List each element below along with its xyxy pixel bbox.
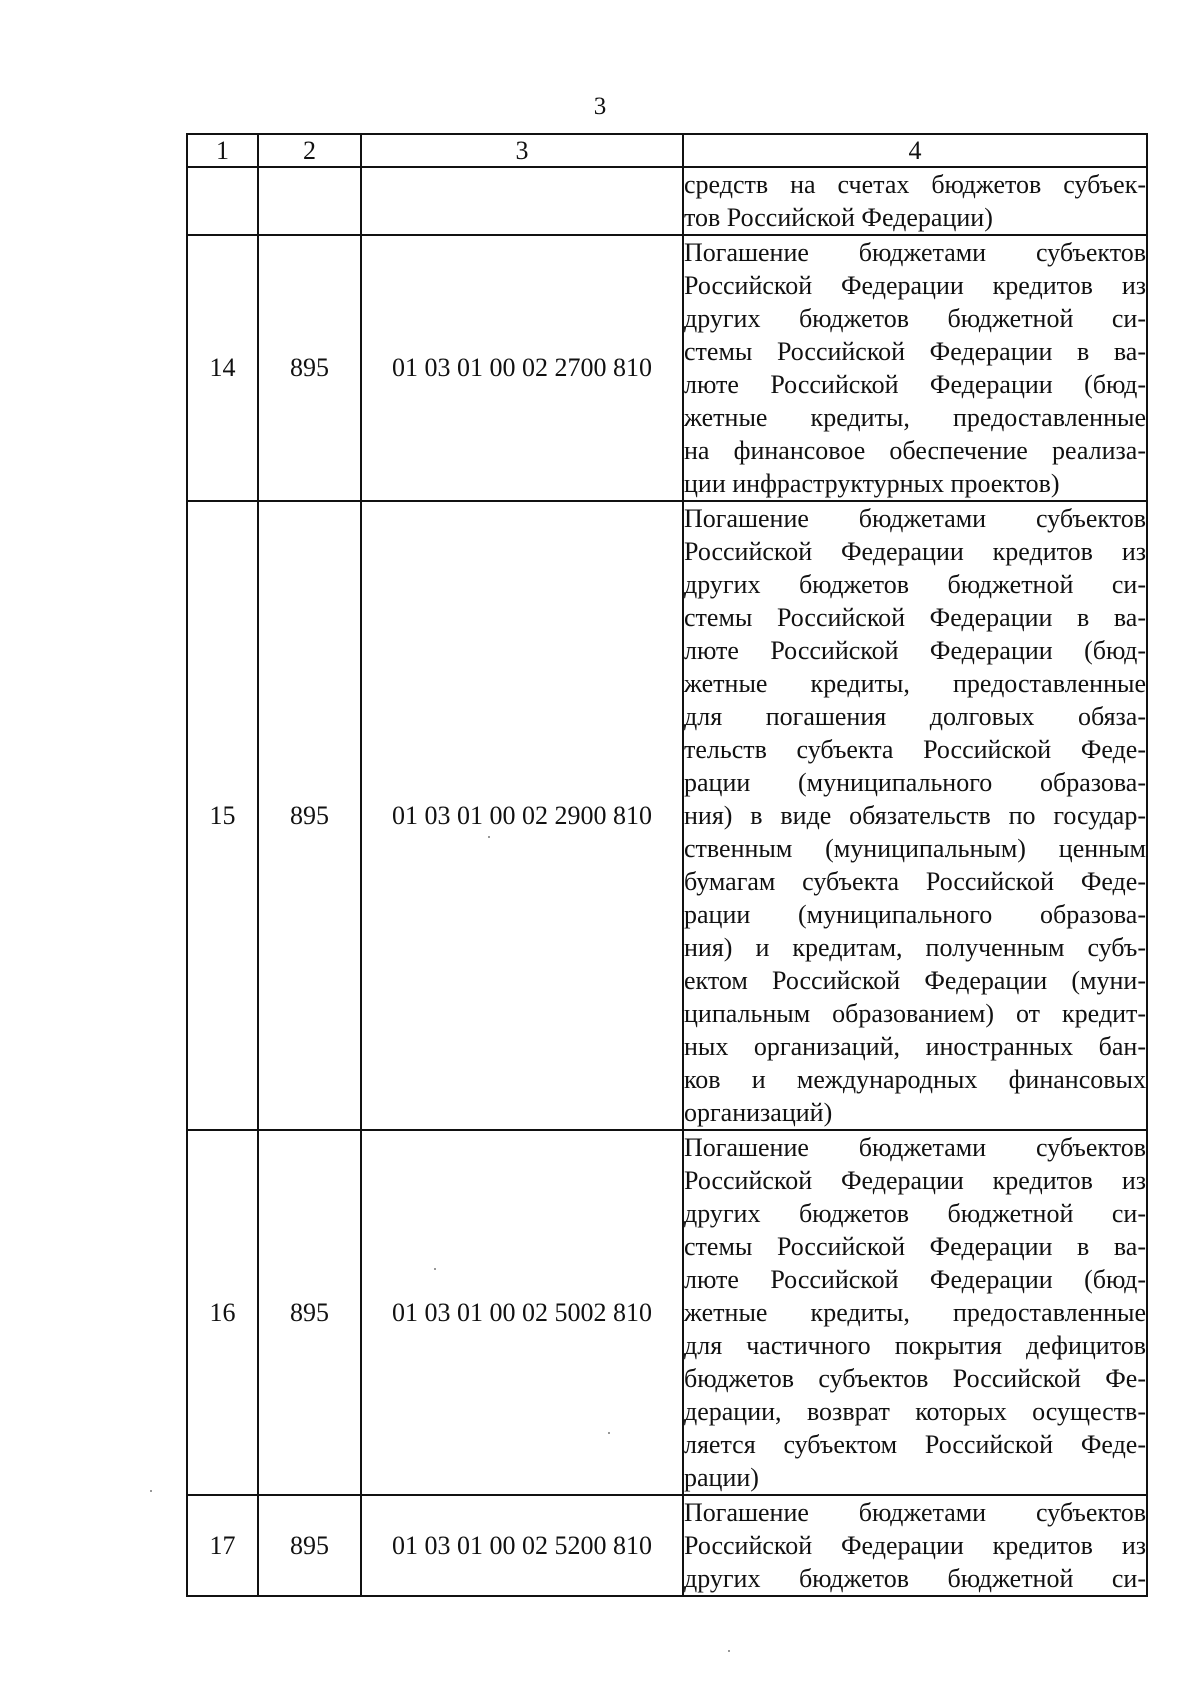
description-line: бюджетов субъектов Российской Фе- xyxy=(684,1364,1146,1393)
description-line: организаций) xyxy=(684,1098,833,1127)
description-line: средств на счетах бюджетов субъек- xyxy=(684,170,1146,199)
description-line: Погашение бюджетами субъектов xyxy=(684,504,1146,533)
description-line: жетные кредиты, предоставленные xyxy=(684,669,1146,698)
description-line: ектом Российской Федерации (муни- xyxy=(684,966,1146,995)
row-number-cell: 15 xyxy=(187,501,258,1130)
description-line: для частичного покрытия дефицитов xyxy=(684,1331,1146,1360)
table-row xyxy=(187,235,1147,501)
description-line: ния) в виде обязательств по государ- xyxy=(684,801,1146,830)
description-line: ляется субъектом Российской Феде- xyxy=(684,1430,1146,1459)
description-line: жетные кредиты, предоставленные xyxy=(684,1298,1146,1327)
column-header-1: 1 xyxy=(187,134,258,167)
description-line: бумагам субъекта Российской Феде- xyxy=(684,867,1146,896)
description-cell xyxy=(683,167,1147,235)
description-line: рации) xyxy=(684,1463,759,1492)
budget-classification-table xyxy=(186,133,1148,1597)
column-header-4: 4 xyxy=(683,134,1147,167)
description-line: Российской Федерации кредитов из xyxy=(684,271,1146,300)
scan-speck xyxy=(608,1432,610,1434)
classification-code-cell xyxy=(361,167,683,235)
description-line: жетные кредиты, предоставленные xyxy=(684,403,1146,432)
scan-speck xyxy=(728,1650,730,1652)
description-line: Погашение бюджетами субъектов xyxy=(684,238,1146,267)
description-line: Погашение бюджетами субъектов xyxy=(684,1133,1146,1162)
description-cell xyxy=(683,501,1147,1130)
scan-speck xyxy=(150,1490,152,1492)
table-body xyxy=(187,167,1147,1596)
description-line: для погашения долговых обяза- xyxy=(684,702,1146,731)
description-line: ципальным образованием) от кредит- xyxy=(684,999,1146,1028)
row-number-cell xyxy=(187,167,258,235)
description-line: рации (муниципального образова- xyxy=(684,900,1146,929)
description-line: стемы Российской Федерации в ва- xyxy=(684,603,1146,632)
column-header-2: 2 xyxy=(258,134,361,167)
row-number-cell: 14 xyxy=(187,235,258,501)
description-line: Российской Федерации кредитов из xyxy=(684,537,1146,566)
description-line: люте Российской Федерации (бюд- xyxy=(684,1265,1146,1294)
description-line: Российской Федерации кредитов из xyxy=(684,1531,1146,1560)
row-number-cell: 16 xyxy=(187,1130,258,1495)
description-line: стемы Российской Федерации в ва- xyxy=(684,1232,1146,1261)
description-cell xyxy=(683,235,1147,501)
scan-speck xyxy=(434,1268,436,1270)
administrator-code-cell: 895 xyxy=(258,501,361,1130)
column-header-3: 3 xyxy=(361,134,683,167)
table-row xyxy=(187,167,1147,235)
row-number-cell: 17 xyxy=(187,1495,258,1596)
classification-code-cell: 01 03 01 00 02 2700 810 xyxy=(361,235,683,501)
classification-code-cell: 01 03 01 00 02 5200 810 xyxy=(361,1495,683,1596)
description-line: люте Российской Федерации (бюд- xyxy=(684,370,1146,399)
description-line: других бюджетов бюджетной си- xyxy=(684,1199,1146,1228)
description-line: других бюджетов бюджетной си- xyxy=(684,1564,1146,1593)
description-line: на финансовое обеспечение реализа- xyxy=(684,436,1146,465)
table-row xyxy=(187,1495,1147,1596)
administrator-code-cell: 895 xyxy=(258,1495,361,1596)
table-row xyxy=(187,1130,1147,1495)
description-line: ния) и кредитам, полученным субъ- xyxy=(684,933,1146,962)
description-line: Российской Федерации кредитов из xyxy=(684,1166,1146,1195)
table-header-row xyxy=(187,134,1147,167)
description-line: ственным (муниципальным) ценным xyxy=(684,834,1146,863)
description-line: других бюджетов бюджетной си- xyxy=(684,304,1146,333)
description-line: ных организаций, иностранных бан- xyxy=(684,1032,1146,1061)
description-cell xyxy=(683,1130,1147,1495)
scan-speck xyxy=(488,836,490,838)
administrator-code-cell: 895 xyxy=(258,235,361,501)
administrator-code-cell xyxy=(258,167,361,235)
administrator-code-cell: 895 xyxy=(258,1130,361,1495)
description-line: ков и международных финансовых xyxy=(684,1065,1146,1094)
page-number: 3 xyxy=(593,93,607,120)
description-line: тов Российской Федерации) xyxy=(684,203,993,232)
description-line: Погашение бюджетами субъектов xyxy=(684,1498,1146,1527)
description-line: дерации, возврат которых осуществ- xyxy=(684,1397,1146,1426)
description-line: ции инфраструктурных проектов) xyxy=(684,469,1060,498)
classification-code-cell: 01 03 01 00 02 2900 810 xyxy=(361,501,683,1130)
description-line: стемы Российской Федерации в ва- xyxy=(684,337,1146,366)
description-cell xyxy=(683,1495,1147,1596)
classification-code-cell: 01 03 01 00 02 5002 810 xyxy=(361,1130,683,1495)
description-line: других бюджетов бюджетной си- xyxy=(684,570,1146,599)
description-line: люте Российской Федерации (бюд- xyxy=(684,636,1146,665)
table-row xyxy=(187,501,1147,1130)
description-line: рации (муниципального образова- xyxy=(684,768,1146,797)
description-line: тельств субъекта Российской Феде- xyxy=(684,735,1146,764)
